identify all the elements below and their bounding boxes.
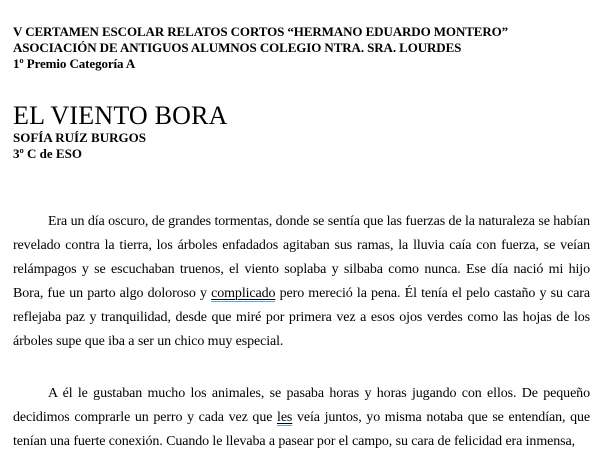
paragraph-text: A él le gustaban mucho los animales, se pasaba horas y horas jugando con ellos. De pequeño decidimos comprarle un perro y cada vez que [13, 386, 590, 425]
document-header [13, 24, 590, 72]
story-class: 3º C de ESO [13, 146, 82, 161]
header-line-prize: 1º Premio Categoría A [13, 56, 136, 71]
paragraph-text: veía juntos, yo misma notaba que se entendían, que tenían una fuerte conexión. Cuando le llevaba a pasear por el campo, su cara de felicidad era inmensa, [13, 410, 590, 449]
story-paragraph-2 [13, 382, 590, 454]
paragraph-text: pero mereció la pena. Él tenía el pelo castaño y su cara reflejaba paz y tranquilidad, desde que miré por primera vez a esos ojos verdes como las hojas de los árboles supe que iba a ser un chico muy especial. [13, 286, 590, 349]
header-line-association: ASOCIACIÓN DE ANTIGUOS ALUMNOS COLEGIO NTRA. SRA. LOURDES [13, 40, 462, 55]
grammar-flagged-word: les [277, 410, 293, 425]
paragraph-text: Era un día oscuro, de grandes tormentas, donde se sentía que las fuerzas de la naturaleza se habían revelado contra la tierra, los árboles enfadados agitaban sus ramas, la lluvia caía con fuerza, se veían relámpagos y se escuchaban truenos, el viento soplaba y silbaba como nunca. Ese día nació mi hijo Bora, fue un parto algo doloroso y [13, 214, 590, 301]
story-title: EL VIENTO BORA [13, 101, 228, 130]
header-line-contest: V CERTAMEN ESCOLAR RELATOS CORTOS “HERMANO EDUARDO MONTERO” [13, 24, 509, 39]
grammar-flagged-word: complicado [211, 286, 276, 301]
story-author: SOFÍA RUÍZ BURGOS [13, 130, 146, 145]
story-paragraph-1 [13, 210, 590, 354]
